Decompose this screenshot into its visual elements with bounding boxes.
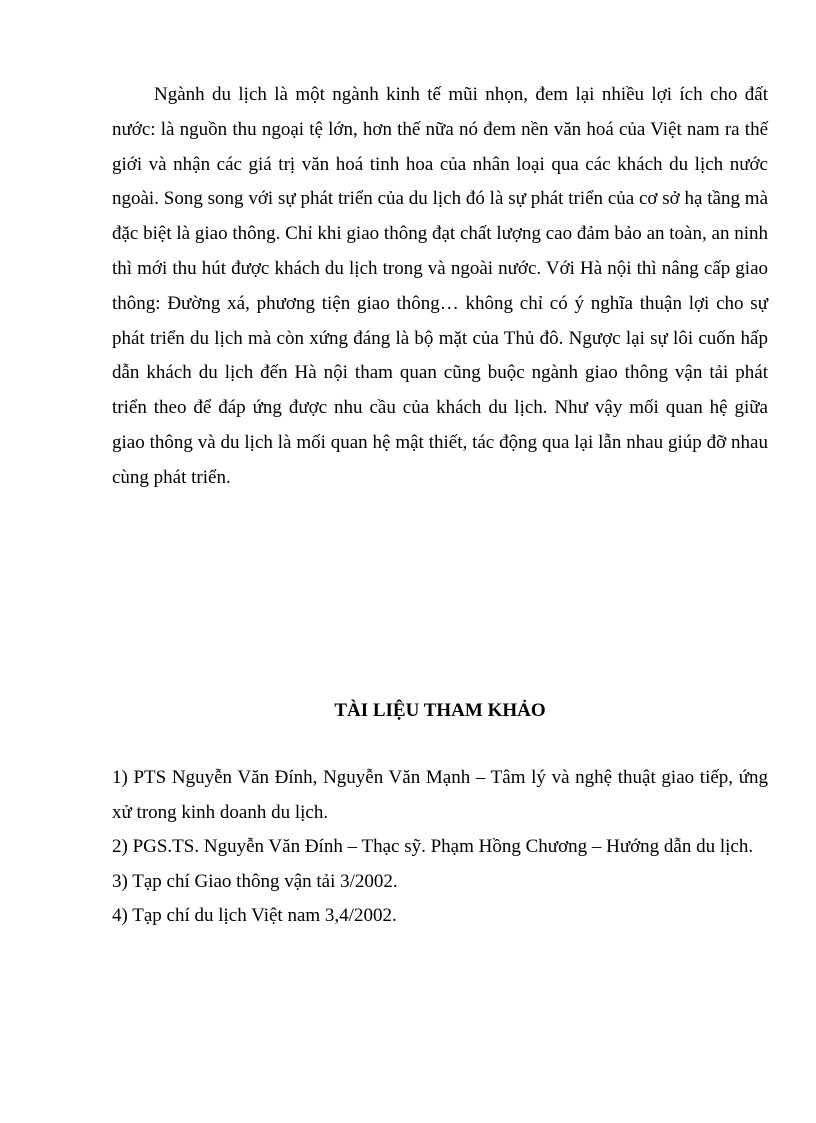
reference-item-2: 2) PGS.TS. Nguyễn Văn Đính – Thạc sỹ. Phạm Hồng Chương – Hướng dẫn du lịch. — [112, 836, 754, 857]
references-title: TÀI LIỆU THAM KHẢO — [334, 700, 546, 721]
reference-item-3: 3) Tạp chí Giao thông vận tải 3/2002. — [112, 870, 398, 892]
reference-item-4: 4) Tạp chí du lịch Việt nam 3,4/2002. — [112, 905, 397, 926]
references-list — [112, 761, 768, 934]
body-paragraph: Ngành du lịch là một ngành kinh tế mũi nhọn, đem lại nhiều lợi ích cho đất nước: là nguồn thu ngoại tệ lớn, hơn thế nữa nó đem nền văn hoá của Việt nam ra thế giới và nhận các giá trị văn hoá tinh hoa của nhân loại qua các khách du lịch nước ngoài. Song song với sự phát triển của du lịch đó là sự phát triển của cơ sở hạ tầng mà đặc biệt là giao thông. Chỉ khi giao thông đạt chất lượng cao đảm bảo an toàn, an ninh thì mới thu hút được khách du lịch trong và ngoài nước. Với Hà nội thì nâng cấp giao thông: Đường xá, phương tiện giao thông… không chỉ có ý nghĩa thuận lợi cho sự phát triển du lịch mà còn xứng đáng là bộ mặt của Thủ đô. Ngược lại sự lôi cuốn hấp dẫn khách du lịch đến Hà nội tham quan cũng buộc ngành giao thông vận tải phát triển theo để đáp ứng được nhu cầu của khách du lịch. Như vậy mối quan hệ giữa giao thông và du lịch là mối quan hệ mật thiết, tác động qua lại lẫn nhau giúp đỡ nhau cùng phát triển. — [112, 84, 768, 488]
reference-item-1: 1) PTS Nguyễn Văn Đính, Nguyễn Văn Mạnh – Tâm lý và nghệ thuật giao tiếp, ứng xử trong kinh doanh du lịch. — [112, 767, 768, 823]
